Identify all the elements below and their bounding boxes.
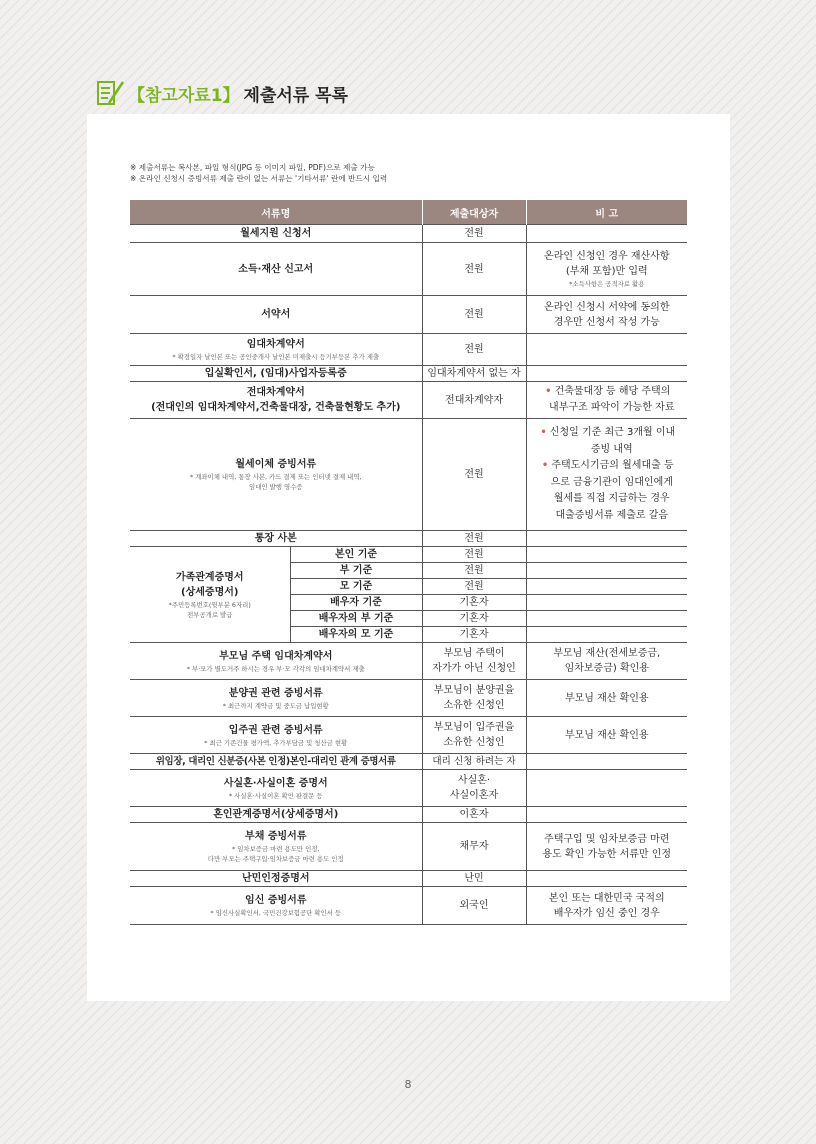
doc-sub: 다만 부모는 주택구입·임차보증금 마련 용도 인정 [207,855,344,863]
doc-title: 임신 증빙서류 [245,895,307,906]
doc-name: 위임장, 대리인 신분증(사본 인정)본인-대리인 관계 증명서류 [130,754,422,770]
doc-note [526,770,687,807]
doc-target: 채무자 [422,823,526,871]
doc-target: 외국인 [422,887,526,925]
doc-title: (전대인의 임대차계약서,건축물대장, 건축물현황도 추가) [151,402,401,413]
doc-sub: * 계좌이체 내역, 통장 사본, 카드 결제 또는 인터넷 결제 내역, [189,473,362,481]
doc-title: 부채 증빙서류 [245,831,307,842]
bullet-item: • 신청일 기준 최근 3개월 이내 증빙 내역 [529,425,686,458]
doc-note: 부모님 재산 확인용 [526,717,687,754]
doc-name [130,680,422,717]
note-line: 경우만 신청서 작성 가능 [553,316,660,328]
reference-label: 【참고자료1】 [128,85,240,106]
doc-target: 이혼자 [422,807,526,823]
header-document-name: 서류명 [130,200,422,225]
doc-target: 전원 [422,563,526,579]
doc-sub: * 임차보증금 마련 용도만 인정, [232,845,320,853]
doc-name [130,419,422,531]
doc-note [526,225,687,243]
doc-note [526,871,687,887]
family-basis: 배우자 기준 [290,595,422,611]
note-line: ※ 온라인 신청시 증빙서류 제출 란이 없는 서류는 '기타서류' 란에 반드시 입력 [130,174,388,183]
table-row [130,717,687,754]
doc-note: 주택구입 및 임차보증금 마련 용도 확인 가능한 서류만 인정 [526,823,687,871]
doc-note [526,243,687,296]
doc-note [526,547,687,563]
doc-note [526,419,687,531]
doc-title: 월세이체 증빙서류 [235,459,317,470]
doc-target: 부모님 주택이 자가가 아닌 신청인 [422,643,526,680]
doc-note [526,296,687,334]
doc-note [526,595,687,611]
doc-sub: * 확정일자 날인본 또는 공인중개사 날인본 미제출시 등기부등본 추가 제출 [172,353,380,361]
table-row [130,366,687,382]
doc-name: 입실확인서, (임대)사업자등록증 [130,366,422,382]
table-row [130,871,687,887]
doc-sub: * 임신사실확인서, 국민건강보험공단 확인서 등 [210,909,342,917]
doc-sub: 전부공개로 발급 [187,610,233,619]
doc-sub: * 부·모가 별도거주 하시는 경우 부·모 각각의 임대차계약서 제출 [186,664,365,673]
doc-title: 임대차계약서 [246,339,305,350]
family-basis: 배우자의 부 기준 [290,611,422,627]
table-row [130,296,687,334]
doc-title: 사실혼·사실이혼 증명서 [223,777,328,789]
doc-name [130,717,422,754]
doc-note [526,627,687,643]
doc-target: 전원 [422,547,526,563]
table-row [130,382,687,419]
header-remarks: 비 고 [526,200,687,225]
table-row [130,643,687,680]
note-line: 온라인 신청인 경우 재산사항 [544,251,670,262]
note-line: 온라인 신청시 서약에 동의한 [544,301,670,313]
table-row [130,754,687,770]
doc-title: 입주권 관련 증빙서류 [228,724,323,736]
doc-target: 난민 [422,871,526,887]
family-basis: 배우자의 모 기준 [290,627,422,643]
table-row [130,823,687,871]
doc-name: 소득·재산 신고서 [130,243,422,296]
doc-target: 전원 [422,334,526,366]
doc-target: 기혼자 [422,595,526,611]
doc-note: 본인 또는 대한민국 국적의 배우자가 임신 중인 경우 [526,887,687,925]
family-basis: 본인 기준 [290,547,422,563]
doc-name [130,770,422,807]
doc-target: 임대차계약서 없는 자 [422,366,526,382]
doc-target: 사실혼· 사실이혼자 [422,770,526,807]
doc-sub: *주민등록번호(뒷부분 6자리) [168,600,251,609]
doc-target: 전원 [422,579,526,595]
doc-title: 분양권 관련 증빙서류 [228,687,323,699]
doc-title: 부모님 주택 임대차계약서 [219,650,333,662]
doc-sub: * 사실혼·사실이혼 확인 판결문 등 [228,791,323,800]
doc-target: 기혼자 [422,611,526,627]
doc-note [526,531,687,547]
doc-sub: 임대인 발행 영수증 [249,483,303,491]
header-target: 제출대상자 [422,200,526,225]
doc-note [526,366,687,382]
document-edit-icon [96,78,126,108]
doc-sub: * 최근 기존건물 평가액, 추가부담금 및 청산금 현황 [204,738,348,747]
table-header [130,200,687,225]
doc-note [526,611,687,627]
table-row [130,225,687,243]
doc-target: 기혼자 [422,627,526,643]
doc-note [526,807,687,823]
doc-target: 부모님이 분양권을 소유한 신청인 [422,680,526,717]
table-row [130,547,687,563]
note-line: (부채 포함)만 입력 [565,266,648,277]
doc-note [526,334,687,366]
doc-target: 전원 [422,531,526,547]
table-row [130,334,687,366]
doc-target: 전원 [422,225,526,243]
family-basis: 모 기준 [290,579,422,595]
table-row [130,807,687,823]
doc-note [526,563,687,579]
doc-name: 혼인관계증명서(상세증명서) [130,807,422,823]
table-row [130,770,687,807]
doc-note [526,382,687,419]
table-row [130,419,687,531]
doc-target: 부모님이 입주권을 소유한 신청인 [422,717,526,754]
table-row [130,243,687,296]
page-number: 8 [404,1078,412,1091]
documents-table [130,200,687,925]
doc-target: 전원 [422,296,526,334]
family-basis: 부 기준 [290,563,422,579]
doc-target: 전대차계약자 [422,382,526,419]
doc-name [130,643,422,680]
bullet-item: • 주택도시기금의 월세대출 등 으로 금융기관이 임대인에게 월세를 직접 지급하는 경우 대출증빙서류 제출로 갈음 [529,458,686,524]
table-row [130,531,687,547]
doc-name: 서약서 [130,296,422,334]
doc-title: 전대차계약서 [246,387,305,398]
notes [130,162,387,184]
doc-target: 전원 [422,243,526,296]
doc-target: 전원 [422,419,526,531]
table-row [130,887,687,925]
doc-title: (상세증명서) [181,586,239,598]
doc-name [130,334,422,366]
doc-name: 난민인정증명서 [130,871,422,887]
doc-note [526,754,687,770]
doc-name: 통장 사본 [130,531,422,547]
doc-title: 가족관계증명서 [175,571,244,583]
note-line: ※ 제출서류는 복사본, 파일 형식(JPG 등 이미지 파일, PDF)으로 제출 가능 [130,163,375,172]
page-title: 제출서류 목록 [243,85,348,106]
doc-name [130,547,290,643]
doc-name [130,382,422,419]
doc-note [526,579,687,595]
doc-target: 대리 신청 하려는 자 [422,754,526,770]
table-row [130,680,687,717]
section-heading [96,76,348,110]
bullet-item: • 건축물대장 등 해당 주택의 내부구조 파악이 가능한 자료 [529,384,686,417]
doc-name [130,887,422,925]
doc-sub: * 최근까지 계약금 및 중도금 납입현황 [222,701,329,710]
doc-name: 월세지원 신청서 [130,225,422,243]
doc-note: 부모님 재산 확인용 [526,680,687,717]
doc-note: 부모님 재산(전세보증금, 임차보증금) 확인용 [526,643,687,680]
doc-name [130,823,422,871]
note-line: *소득사항은 공적자료 활용 [569,280,645,288]
